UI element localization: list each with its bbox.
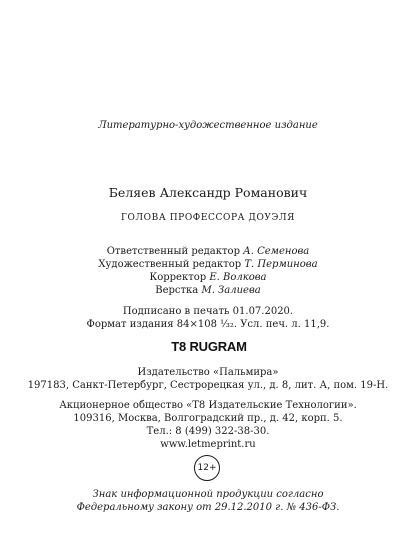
company-name: Акционерное общество «Т8 Издательские Технологии». [59, 400, 357, 411]
author-name: Беляев Александр Романович [108, 185, 308, 200]
staff-name: М. Залиева [201, 285, 261, 296]
staff-name: А. Семенова [243, 246, 310, 257]
staff-name: Т. Перминова [244, 259, 318, 270]
website-link[interactable]: www.letmeprint.ru [160, 439, 256, 450]
staff-name: Е. Волкова [209, 272, 267, 283]
staff-role: Ответственный редактор [106, 246, 240, 257]
staff-role: Верстка [155, 285, 199, 296]
print-format: Формат издания 84×108 ¹⁄₃₂. Усл. печ. л. 11,9. [86, 319, 330, 330]
logo-text: T8 RUGRAM [171, 338, 247, 354]
print-signed: Подписано в печать 01.07.2020. [122, 306, 294, 317]
age-rating-text: 12+ [197, 463, 217, 473]
company-address: 109316, Москва, Волгоградский пр., д. 42, корп. 5. [73, 413, 343, 424]
law-notice-line-1: Знак информационной продукции согласно [92, 489, 324, 500]
company-website[interactable] [0, 439, 416, 451]
law-notice-line-2: Федеральному закону от 29.12.2010 г. № 436-ФЗ. [76, 502, 340, 513]
staff-role: Корректор [149, 272, 207, 283]
staff-line-4 [0, 285, 416, 297]
book-title: ГОЛОВА ПРОФЕССОРА ДОУЭЛЯ [121, 213, 295, 223]
staff-line-2 [0, 259, 416, 271]
staff-role: Художественный редактор [98, 259, 242, 270]
staff-line-1 [0, 246, 416, 258]
age-rating-badge [194, 455, 220, 481]
company-phone: Тел.: 8 (499) 322-38-30. [146, 426, 270, 437]
t8-rugram-logo-icon [172, 336, 246, 356]
publisher-name: Издательство «Пальмира» [137, 367, 279, 378]
staff-line-3 [0, 272, 416, 284]
edition-type: Литературно-художественное издание [98, 120, 318, 131]
publisher-address: 197183, Санкт-Петербург, Сестрорецкая ул., д. 8, лит. А, пом. 19-Н. [27, 380, 389, 391]
